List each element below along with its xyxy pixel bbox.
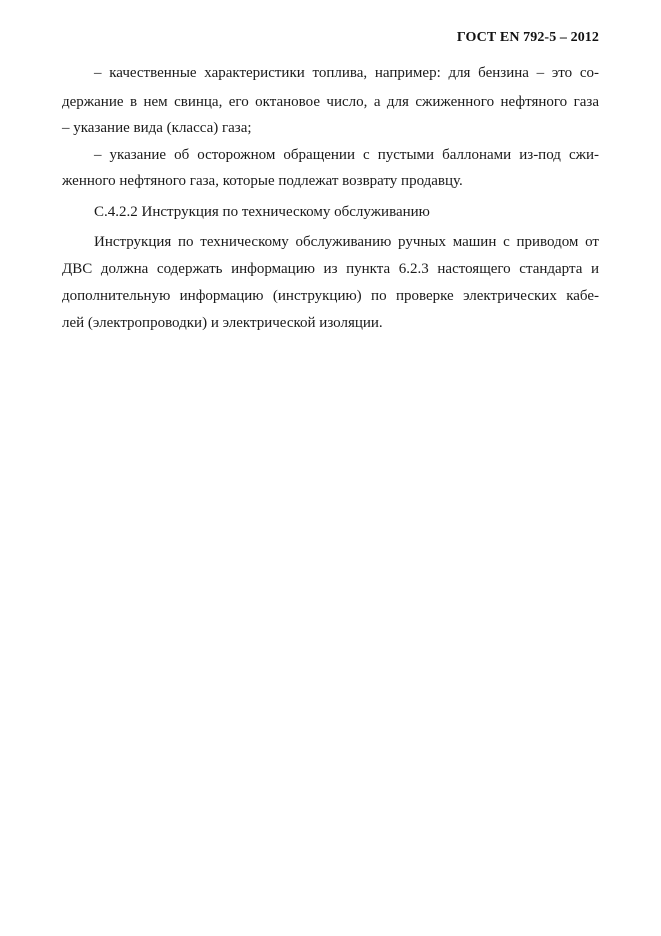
body-line-2: держание в нем свинца, его октановое число, а для сжиженного нефтяного газа <box>62 94 599 110</box>
body-line-10: лей (электропроводки) и электрической изоляции. <box>62 315 383 331</box>
document-code-header: ГОСТ EN 792-5 – 2012 <box>456 30 599 45</box>
section-heading: С.4.2.2 Инструкция по техническому обслуживанию <box>94 204 430 220</box>
body-line-4: – указание об осторожном обращении с пустыми баллонами из-под сжи- <box>94 147 599 163</box>
body-line-3: – указание вида (класса) газа; <box>62 120 252 136</box>
body-line-8: ДВС должна содержать информацию из пункта 6.2.3 настоящего стандарта и <box>62 261 599 277</box>
body-line-9: дополнительную информацию (инструкцию) по проверке электрических кабе- <box>62 288 599 304</box>
body-line-1: – качественные характеристики топлива, например: для бензина – это со- <box>94 65 599 81</box>
body-line-5: женного нефтяного газа, которые подлежат возврату продавцу. <box>62 173 463 189</box>
body-line-7: Инструкция по техническому обслуживанию ручных машин с приводом от <box>94 234 599 250</box>
